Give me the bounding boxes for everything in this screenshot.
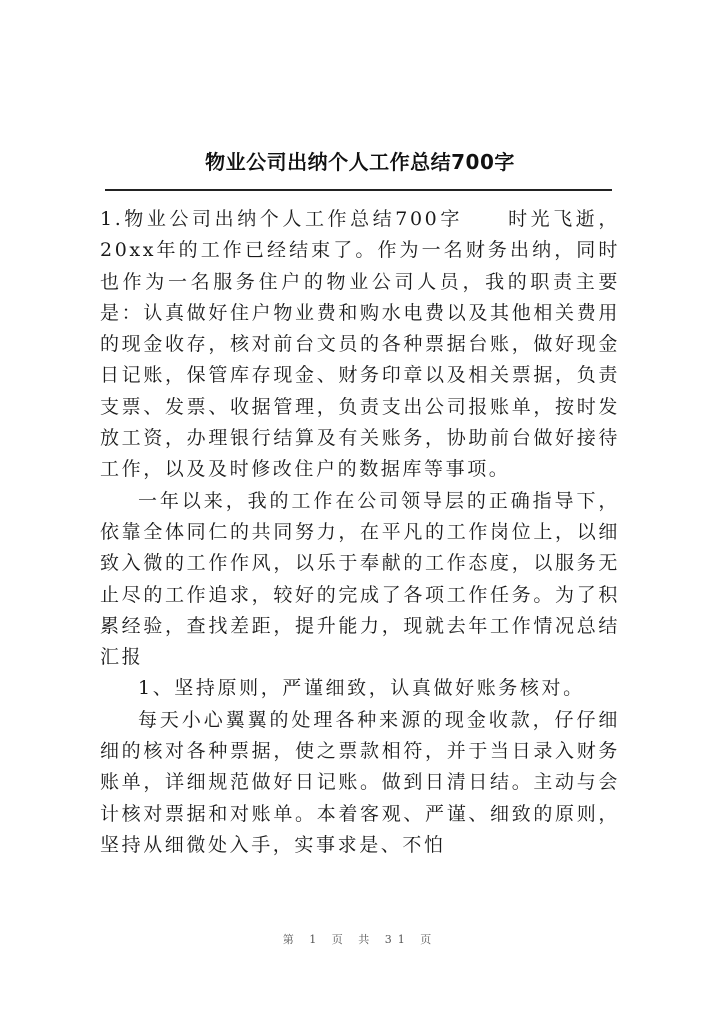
section-heading-1: 1、坚持原则，严谨细致，认真做好账务核对。 bbox=[138, 677, 585, 700]
document-title: 物业公司出纳个人工作总结700字 bbox=[205, 150, 515, 174]
document-body bbox=[100, 204, 620, 861]
title-divider bbox=[105, 189, 612, 191]
paragraph-intro: 1.物业公司出纳个人工作总结700字 时光飞逝，20xx年的工作已经结束了。作为一名财务出纳，同时也作为一名服务住户的物业公司人员，我的职责主要是：认真做好住户物业费和购水电费以及其他相关费用的现金收存，核对前台文员的各种票据台账，做好现金日记账，保管库存现金、财务印章以及相关票据，负责支票、发票、收据管理，负责支出公司报账单，按时发放工资，办理银行结算及有关账务，协助前台做好接待工作，以及及时修改住户的数据库等事项。 bbox=[100, 208, 620, 481]
paragraph-summary: 一年以来，我的工作在公司领导层的正确指导下，依靠全体同仁的共同努力，在平凡的工作岗位上，以细致入微的工作作风，以乐于奉献的工作态度，以服务无止尽的工作追求，较好的完成了各项工作任务。为了积累经验，查找差距，提升能力，现就去年工作情况总结汇报 bbox=[100, 489, 620, 669]
page-footer: 第 1 页 共 31 页 bbox=[282, 933, 438, 946]
paragraph-details: 每天小心翼翼的处理各种来源的现金收款，仔仔细细的核对各种票据，使之票款相符，并于当日录入财务账单，详细规范做好日记账。做到日清日结。主动与会计核对票据和对账单。本着客观、严谨、细致的原则，坚持从细微处入手，实事求是、不怕 bbox=[100, 708, 620, 856]
